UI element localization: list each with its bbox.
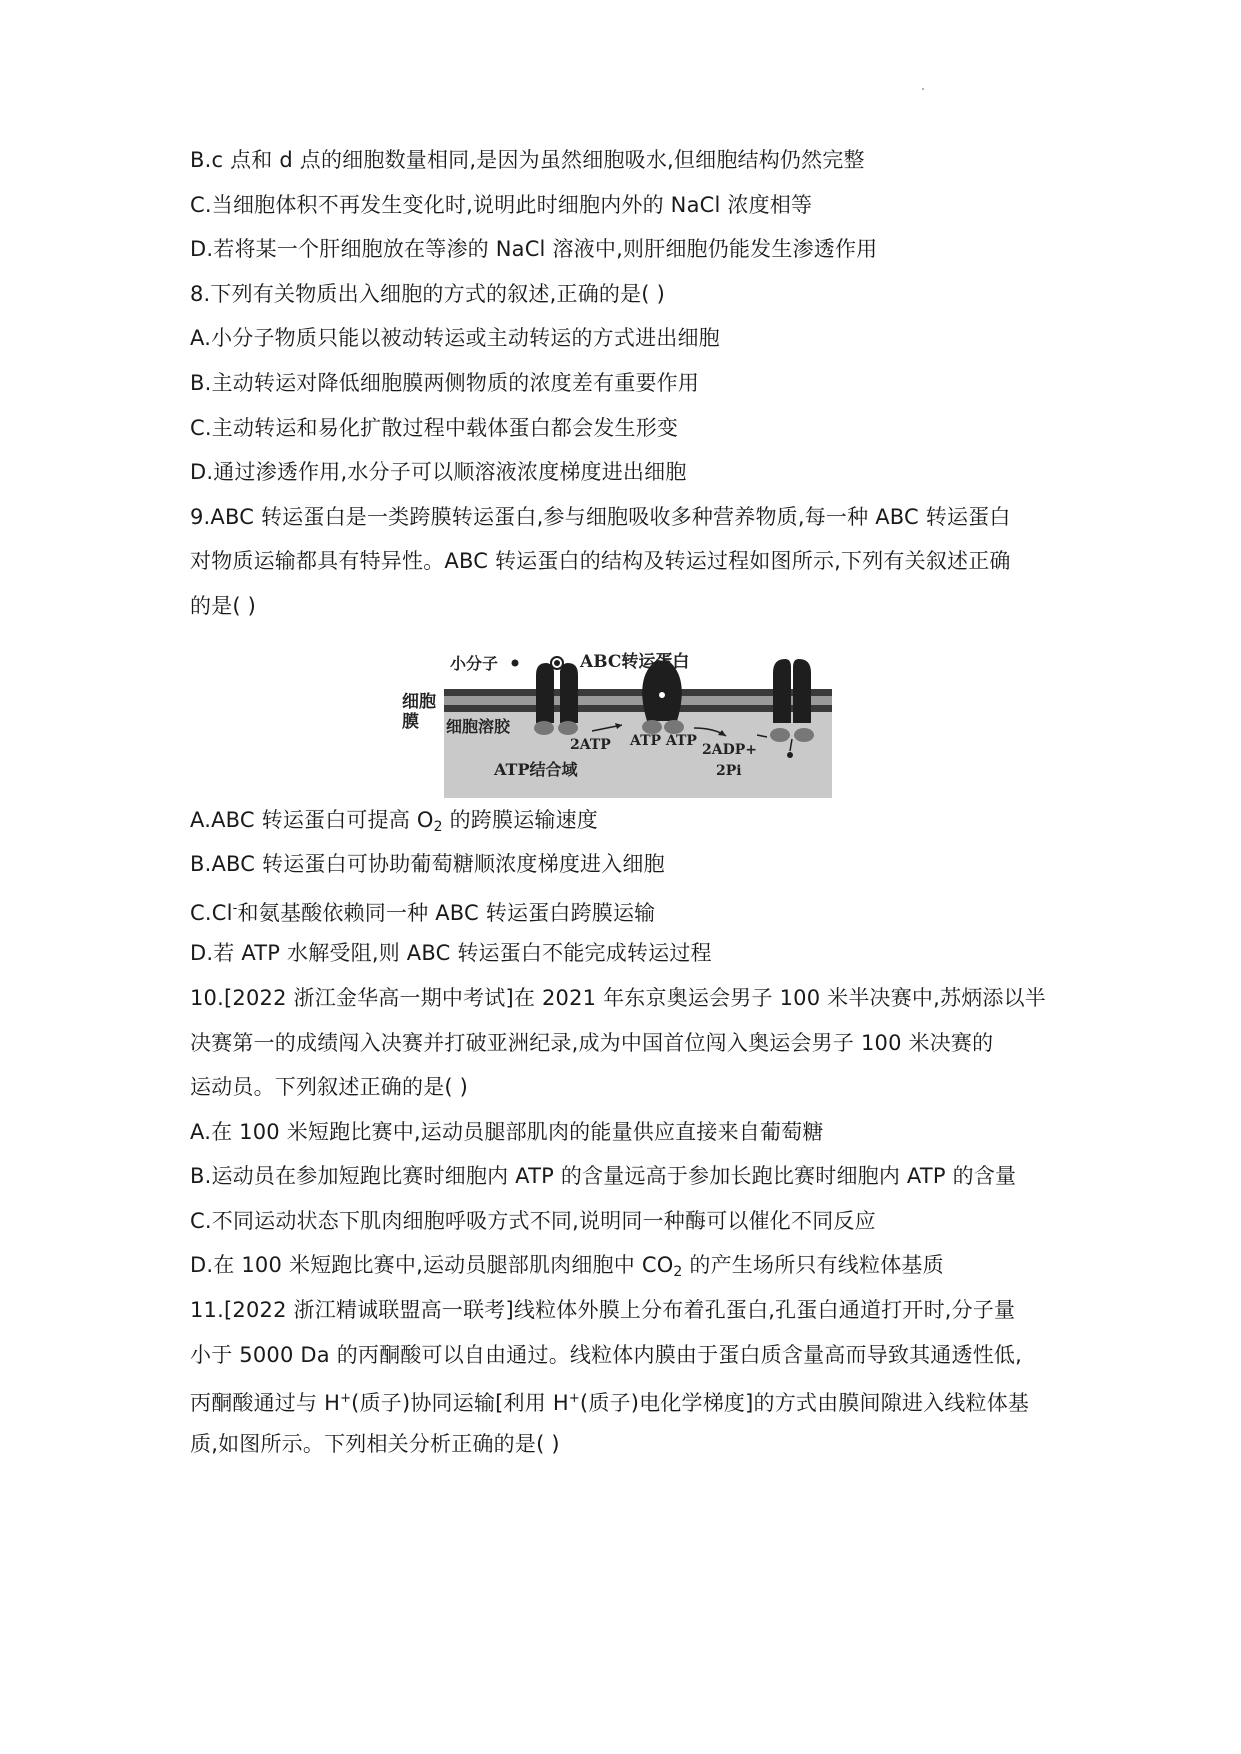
label-2atp: 2ATP [570,736,611,753]
page-mark [922,88,924,90]
option-7b: B.c 点和 d 点的细胞数量相同,是因为虽然细胞吸水,但细胞结构仍然完整 [190,148,865,172]
abc-transporter-figure [402,643,832,798]
option-9c: C.Cl-和氨基酸依赖同一种 ABC 转运蛋白跨膜运输 [190,900,656,925]
option-7c: C.当细胞体积不再发生变化时,说明此时细胞内外的 NaCl 浓度相等 [190,192,813,217]
label-atp-atp: ATP ATP [630,732,697,749]
label-membrane-1: 细胞 [402,691,436,712]
label-atp-domain: ATP结合域 [494,759,578,779]
atp-domain-3b [794,728,814,742]
option-9b: B.ABC 转运蛋白可协助葡萄糖顺浓度梯度进入细胞 [190,852,665,877]
option-8d: D.通过渗透作用,水分子可以顺溶液浓度梯度进出细胞 [190,460,687,485]
bound-molecule-2 [659,692,665,698]
atp-domain-1b [558,721,578,735]
label-2pi: 2Pi [716,762,742,779]
atp-domain-3a [770,728,790,742]
question-11-line-4: 质,如图所示。下列相关分析正确的是( ) [190,1431,560,1456]
transporter-3-left [773,659,791,723]
atp-domain-2b [664,720,684,734]
question-11-line-1: 11.[2022 浙江精诚联盟高一联考]线粒体外膜上分布着孔蛋白,孔蛋白通道打开时,分子量 [190,1298,1016,1323]
question-9-line-2: 对物质运输都具有特异性。ABC 转运蛋白的结构及转运过程如图所示,下列有关叙述正确 [190,549,1011,574]
question-10-line-2: 决赛第一的成绩闯入决赛并打破亚洲纪录,成为中国首位闯入奥运会男子 100 米决赛的 [190,1030,994,1055]
small-molecule-dot [512,659,519,666]
question-9-line-1: 9.ABC 转运蛋白是一类跨膜转运蛋白,参与细胞吸收多种营养物质,每一种 ABC 转运蛋白 [190,504,1011,529]
label-membrane-2: 膜 [402,711,419,732]
question-11-line-3: 丙酮酸通过与 H+(质子)协同运输[利用 H+(质子)电化学梯度]的方式由膜间隙进入线粒体基 [190,1391,1030,1416]
transporter-3-right [793,659,811,723]
label-cytosol: 细胞溶胶 [446,716,511,736]
atp-domain-1a [534,721,554,735]
option-10d: D.在 100 米短跑比赛中,运动员腿部肌肉细胞中 $CO_2$ 的产生场所只有线粒体基质 [190,1253,944,1281]
question-8: 8.下列有关物质出入细胞的方式的叙述,正确的是( ) [190,281,665,306]
label-abc-transporter: ABC转运蛋白 [580,651,690,672]
atp-domain-2a [642,720,662,734]
option-9a: A.ABC 转运蛋白可提高 $O_2$ 的跨膜运输速度 [190,807,599,835]
option-7d: D.若将某一个肝细胞放在等渗的 NaCl 溶液中,则肝细胞仍能发生渗透作用 [190,237,878,262]
option-10b: B.运动员在参加短跑比赛时细胞内 ATP 的含量远高于参加长跑比赛时细胞内 ATP 的含量 [190,1164,1017,1189]
question-10-line-3: 运动员。下列叙述正确的是( ) [190,1075,469,1100]
question-9-line-3: 的是( ) [190,593,257,618]
transporter-1-left [536,663,554,723]
option-8a: A.小分子物质只能以被动转运或主动转运的方式进出细胞 [190,326,720,351]
label-small-molecule: 小分子 [450,653,499,673]
option-8c: C.主动转运和易化扩散过程中载体蛋白都会发生形变 [190,415,679,440]
released-molecule [787,752,793,758]
transporter-1-right [560,663,578,723]
page-content [190,146,1070,1474]
question-11-line-2: 小于 5000 Da 的丙酮酸可以自由通过。线粒体内膜由于蛋白质含量高而导致其通透性低, [190,1342,1022,1367]
option-9d: D.若 ATP 水解受阻,则 ABC 转运蛋白不能完成转运过程 [190,941,712,966]
question-10-line-1: 10.[2022 浙江金华高一期中考试]在 2021 年东京奥运会男子 100 米半决赛中,苏炳添以半 [190,985,1047,1010]
option-10c: C.不同运动状态下肌肉细胞呼吸方式不同,说明同一种酶可以催化不同反应 [190,1208,876,1233]
option-10a: A.在 100 米短跑比赛中,运动员腿部肌肉的能量供应直接来自葡萄糖 [190,1119,824,1144]
option-8b: B.主动转运对降低细胞膜两侧物质的浓度差有重要作用 [190,370,700,395]
label-2adp: 2ADP+ [702,741,758,758]
